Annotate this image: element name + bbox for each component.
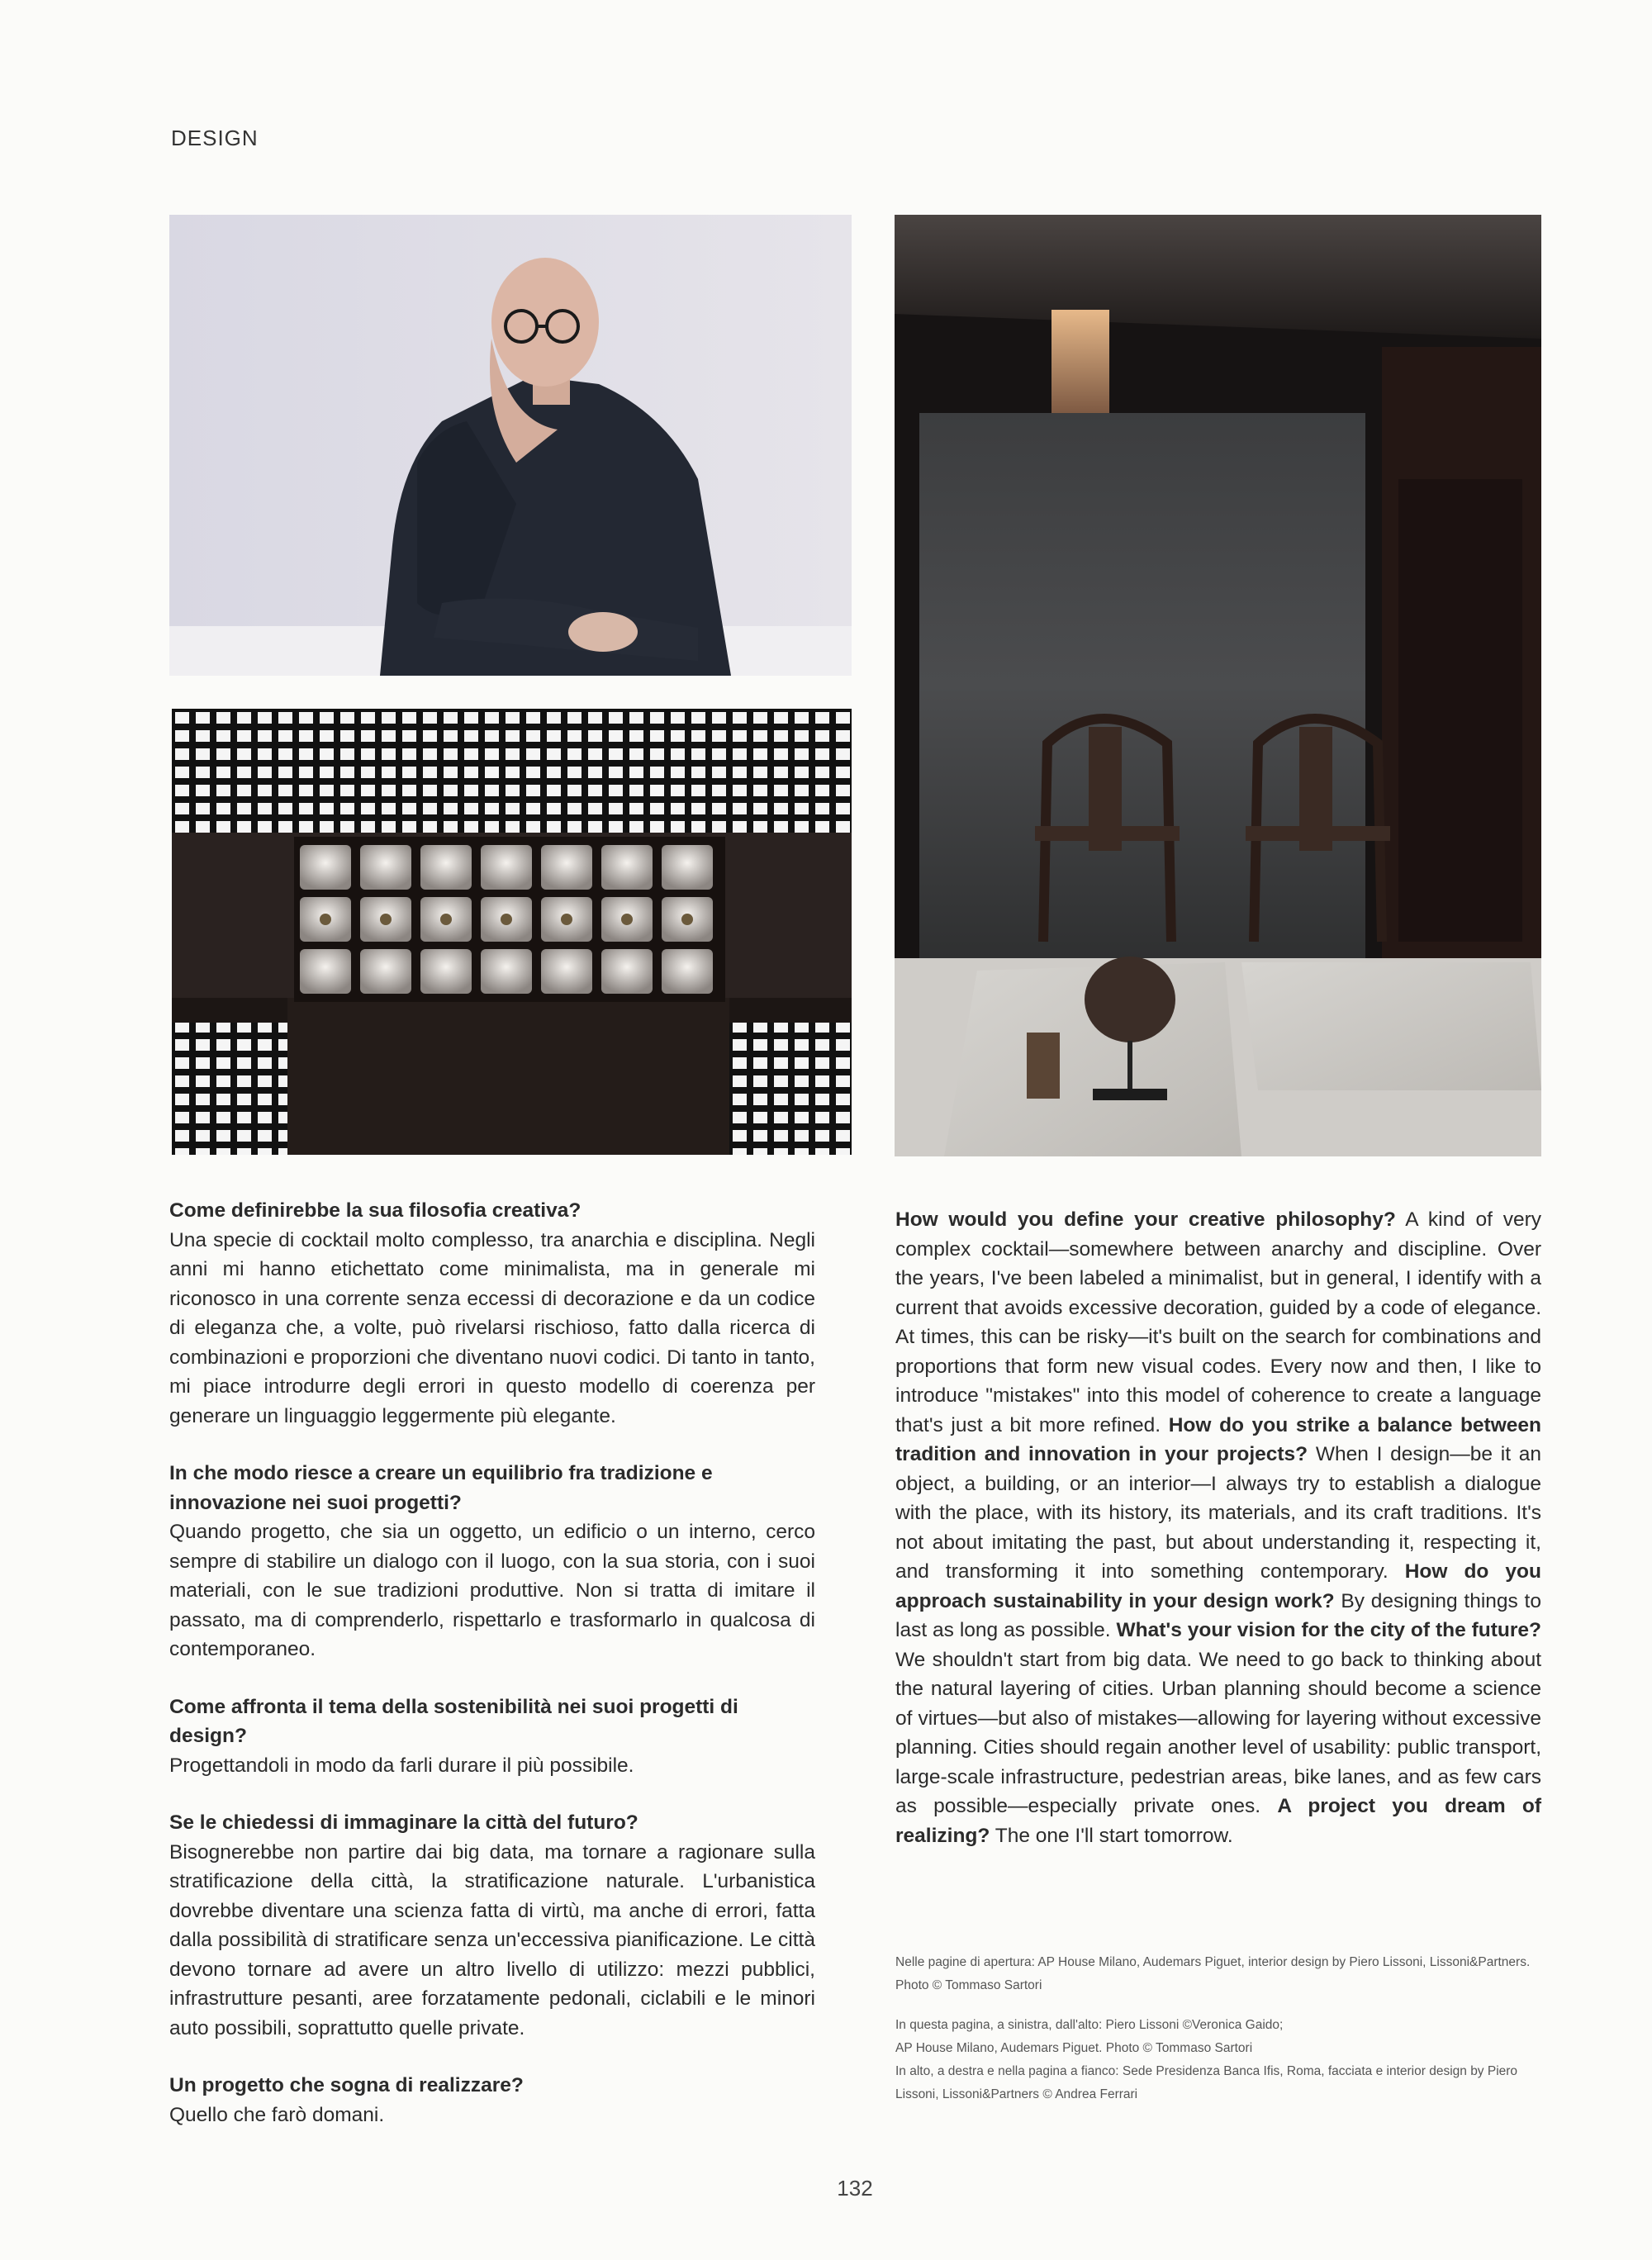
- answer-italian: Quello che farò domani.: [169, 2103, 385, 2126]
- answer-italian: Bisognerebbe non partire dai big data, ma tornare a ragionare sulla stratificazione della città, la stratificazione naturale. L'urbanistica dovrebbe diventare una scienza fatta di virtù, ma anche di errori, fatta dalla possibilità di stratificare senza un'eccessiva pianificazione. Le città devono tornare ad avere un altro livello di utilizzo: mezzi pubblici, infrastrutture pesanti, aree forzatamente pedonali, ciclabili e le minori auto possibili, soprattutto quelle private.: [169, 1840, 815, 2039]
- answer-italian: Progettandoli in modo da farli durare il più possibile.: [169, 1754, 634, 1777]
- question-italian: Come affronta il tema della sostenibilità nei suoi progetti di design?: [169, 1695, 738, 1747]
- photo-captions: [895, 1951, 1541, 2106]
- question-italian: Come definirebbe la sua filosofia creativa?: [169, 1199, 582, 1222]
- question-english: What's your vision for the city of the future?: [1116, 1619, 1541, 1641]
- answer-english: The one I'll start tomorrow.: [990, 1824, 1233, 1847]
- question-italian: Un progetto che sogna di realizzare?: [169, 2074, 524, 2096]
- answer-english: By designing things to last as long as possible.: [895, 1589, 1541, 1641]
- section-label: DESIGN: [171, 126, 259, 150]
- display-wall-photo: [172, 709, 852, 1155]
- interior-photo: [895, 215, 1541, 1156]
- caption-right: In alto, a destra e nella pagina a fianco: Sede Presidenza Banca Ifis, Roma, facciata e interior design by Piero Lissoni, Lissoni&Partners © Andrea Ferrari: [895, 2064, 1518, 2101]
- caption-opening: Nelle pagine di apertura: AP House Milano, Audemars Piguet, interior design by Piero Lissoni, Lissoni&Partners. Photo © Tommaso Sartori: [895, 1955, 1531, 1992]
- answer-english: When I design—be it an object, a building, or an interior—I always try to establish a dialogue with the place, with its history, its materials, and its craft traditions. It's not about imitating the past, but about understanding it, respecting it, and transforming it into something contemporary.: [895, 1443, 1541, 1583]
- answer-english: We shouldn't start from big data. We need to go back to thinking about the natural layering of cities. Urban planning should become a science of virtues—but also of mistakes—allowing for layering without excessive planning. Cities should regain another level of usability: public transport, large-scale infrastructure, pedestrian areas, bike lanes, and as few cars as possible—especially private ones.: [895, 1648, 1541, 1817]
- question-italian: In che modo riesce a creare un equilibrio fra tradizione e innovazione nei suoi progetti?: [169, 1462, 713, 1514]
- italian-interview-column: [169, 1196, 815, 2129]
- question-italian: Se le chiedessi di immaginare la città del futuro?: [169, 1811, 638, 1834]
- answer-italian: Una specie di cocktail molto complesso, tra anarchia e disciplina. Negli anni mi hanno etichettato come minimalista, ma in generale mi riconosco in una corrente senza eccessi di decorazione e da un codice di eleganza che, a volte, può rivelarsi rischioso, fatto dalla ricerca di combinazioni e proporzioni che diventano nuovi codici. Di tanto in tanto, mi piace introdurre degli errori in questo modello di coerenza per generare un linguaggio leggermente più elegante.: [169, 1228, 815, 1427]
- caption-left-second: AP House Milano, Audemars Piguet. Photo © Tommaso Sartori: [895, 2041, 1253, 2055]
- answer-english: A kind of very complex cocktail—somewhere between anarchy and discipline. Over the years, I've been labeled a minimalist, but in general, I identify with a current that avoids excessive decoration, guided by a code of elegance. At times, this can be risky—it's built on the search for combinations and proportions that form new visual codes. Every now and then, I like to introduce "mistakes" into this model of coherence to create a language that's just a bit more refined.: [895, 1208, 1541, 1436]
- question-english: How would you define your creative philosophy?: [895, 1208, 1396, 1231]
- portrait-photo: [169, 215, 852, 676]
- answer-italian: Quando progetto, che sia un oggetto, un edificio o un interno, cerco sempre di stabilire un dialogo con il luogo, con la sua storia, con i suoi materiali, con le sue tradizioni produttive. Non si tratta di imitare il passato, ma di comprenderlo, rispettarlo e trasformarlo in qualcosa di contemporaneo.: [169, 1521, 815, 1660]
- question-english: A project you dream of realizing?: [895, 1795, 1541, 1847]
- question-english: How do you approach sustainability in your design work?: [895, 1560, 1541, 1612]
- english-interview-column: [895, 1205, 1541, 1850]
- caption-left: In questa pagina, a sinistra, dall'alto: Piero Lissoni ©Veronica Gaido;: [895, 2018, 1284, 2032]
- question-english: How do you strike a balance between tradition and innovation in your projects?: [895, 1413, 1541, 1465]
- page-number: 132: [837, 2176, 873, 2201]
